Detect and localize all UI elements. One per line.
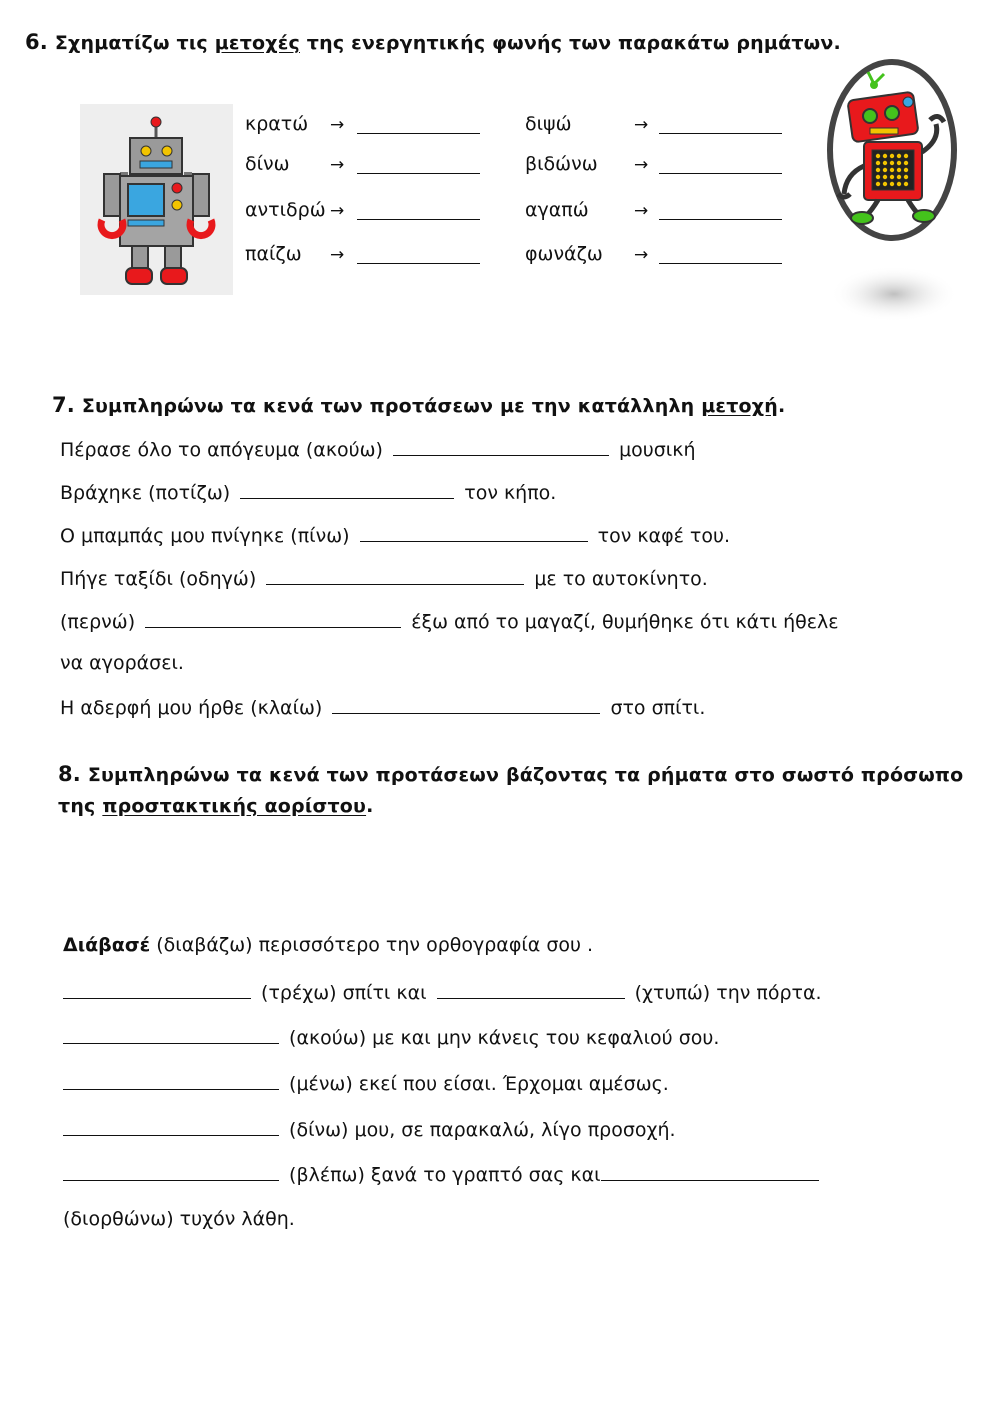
sentence-8-3 <box>63 1071 669 1095</box>
arrow-icon: → <box>330 201 345 221</box>
sentence-text: Πήγε ταξίδι (οδηγώ) <box>60 568 257 590</box>
sentence-text: μουσική <box>619 439 696 461</box>
heading-text: της <box>58 795 96 817</box>
answer-blank[interactable] <box>240 480 454 499</box>
gray-robot-image <box>80 104 233 295</box>
verb-left-3: αντιδρώ <box>245 199 326 221</box>
sentence-7-5-cont <box>60 652 184 674</box>
sentence-text: Ο μπαμπάς μου πνίγηκε (πίνω) <box>60 525 350 547</box>
arrow-icon: → <box>634 155 649 175</box>
sentence-text: (διορθώνω) τυχόν λάθη. <box>63 1208 295 1230</box>
sentence-7-2 <box>60 480 556 504</box>
sentence-text: τον καφέ του. <box>597 525 731 547</box>
sentence-8-5-cont <box>63 1208 295 1230</box>
answer-blank[interactable] <box>332 695 600 714</box>
sentence-text: Η αδερφή μου ήρθε (κλαίω) <box>60 697 323 719</box>
answer-blank[interactable] <box>659 263 782 264</box>
sentence-8-1 <box>63 980 822 1004</box>
section-8-heading-line2 <box>58 795 373 817</box>
heading-text: Σχηματίζω τις <box>54 32 208 54</box>
section-number: 7. <box>52 393 75 417</box>
answer-blank[interactable] <box>357 219 480 220</box>
arrow-icon: → <box>634 245 649 265</box>
answer-blank[interactable] <box>266 566 524 585</box>
sentence-text: (χτυπώ) την πόρτα. <box>634 982 822 1004</box>
answer-blank[interactable] <box>357 133 480 134</box>
heading-underlined: μετοχή <box>701 395 778 417</box>
sentence-7-1 <box>60 437 695 461</box>
answer-blank[interactable] <box>659 219 782 220</box>
heading-underlined: προστακτικής αορίστου <box>102 795 367 817</box>
sentence-text: έξω από το μαγαζί, θυμήθηκε ότι κάτι ήθελε <box>411 611 839 633</box>
heading-text: . <box>777 395 786 417</box>
heading-text: Συμπληρώνω τα κενά των προτάσεων με την κατάλληλη <box>81 395 695 417</box>
sentence-text: (δίνω) μου, σε παρακαλώ, λίγο προσοχή. <box>289 1119 676 1141</box>
verb-right-2: βιδώνω <box>525 153 598 175</box>
sentence-text: να αγοράσει. <box>60 652 184 674</box>
sentence-7-5 <box>60 609 839 633</box>
sentence-7-3 <box>60 523 730 547</box>
verb-right-1: διψώ <box>525 113 572 135</box>
heading-text: Συμπληρώνω τα κενά των προτάσεων βάζοντας τα ρήματα στο σωστό πρόσωπο <box>87 764 964 786</box>
sentence-text: (διαβάζω) περισσότερο την ορθογραφία σου . <box>156 934 594 956</box>
sentence-text: (περνώ) <box>60 611 136 633</box>
sentence-text: (μένω) εκεί που είσαι. Έρχομαι αμέσως. <box>289 1073 669 1095</box>
answer-blank[interactable] <box>360 523 588 542</box>
section-number: 8. <box>58 762 81 786</box>
heading-text: . <box>366 795 374 817</box>
verb-left-4: παίζω <box>245 243 302 265</box>
heading-text: της ενεργητικής φωνής των παρακάτω ρημάτων. <box>306 32 841 54</box>
answer-blank[interactable] <box>63 980 251 999</box>
sentence-8-4 <box>63 1117 676 1141</box>
answer-blank[interactable] <box>437 980 625 999</box>
arrow-icon: → <box>330 115 345 135</box>
answer-blank[interactable] <box>63 1117 279 1136</box>
sentence-7-4 <box>60 566 708 590</box>
verb-right-3: αγαπώ <box>525 199 589 221</box>
answer-blank[interactable] <box>601 1162 819 1181</box>
sentence-8-2 <box>63 1025 719 1049</box>
sentence-8-5 <box>63 1162 823 1186</box>
answer-blank[interactable] <box>659 133 782 134</box>
arrow-icon: → <box>634 115 649 135</box>
section-7-heading <box>52 393 785 417</box>
arrow-icon: → <box>330 155 345 175</box>
arrow-icon: → <box>330 245 345 265</box>
verb-right-4: φωνάζω <box>525 243 603 265</box>
heading-underlined: μετοχές <box>214 32 300 54</box>
answer-blank[interactable] <box>63 1025 279 1044</box>
answer-blank[interactable] <box>145 609 401 628</box>
verb-left-2: δίνω <box>245 153 290 175</box>
answer-blank[interactable] <box>63 1162 279 1181</box>
section-8-heading <box>58 762 963 786</box>
answer-blank[interactable] <box>659 173 782 174</box>
answer-blank[interactable] <box>393 437 609 456</box>
sentence-text: (ακούω) με και μην κάνεις του κεφαλιού σου. <box>289 1027 720 1049</box>
sentence-7-6 <box>60 695 705 719</box>
sentence-text: με το αυτοκίνητο. <box>534 568 708 590</box>
sentence-text: στο σπίτι. <box>610 697 706 719</box>
section-6-heading <box>25 30 841 54</box>
answer-blank[interactable] <box>357 263 480 264</box>
sentence-text: Βράχηκε (ποτίζω) <box>60 482 231 504</box>
section-number: 6. <box>25 30 48 54</box>
sentence-text: τον κήπο. <box>464 482 557 504</box>
answer-blank[interactable] <box>63 1071 279 1090</box>
example-answer: Διάβασέ <box>63 934 151 956</box>
arrow-icon: → <box>634 201 649 221</box>
verb-left-1: κρατώ <box>245 113 309 135</box>
sentence-text: Πέρασε όλο το απόγευμα (ακούω) <box>60 439 383 461</box>
red-robot-oval-image <box>822 56 962 328</box>
example-sentence <box>63 934 593 956</box>
sentence-text: (βλέπω) ξανά το γραπτό σας και <box>289 1164 601 1186</box>
answer-blank[interactable] <box>357 173 480 174</box>
sentence-text: (τρέχω) σπίτι και <box>261 982 427 1004</box>
